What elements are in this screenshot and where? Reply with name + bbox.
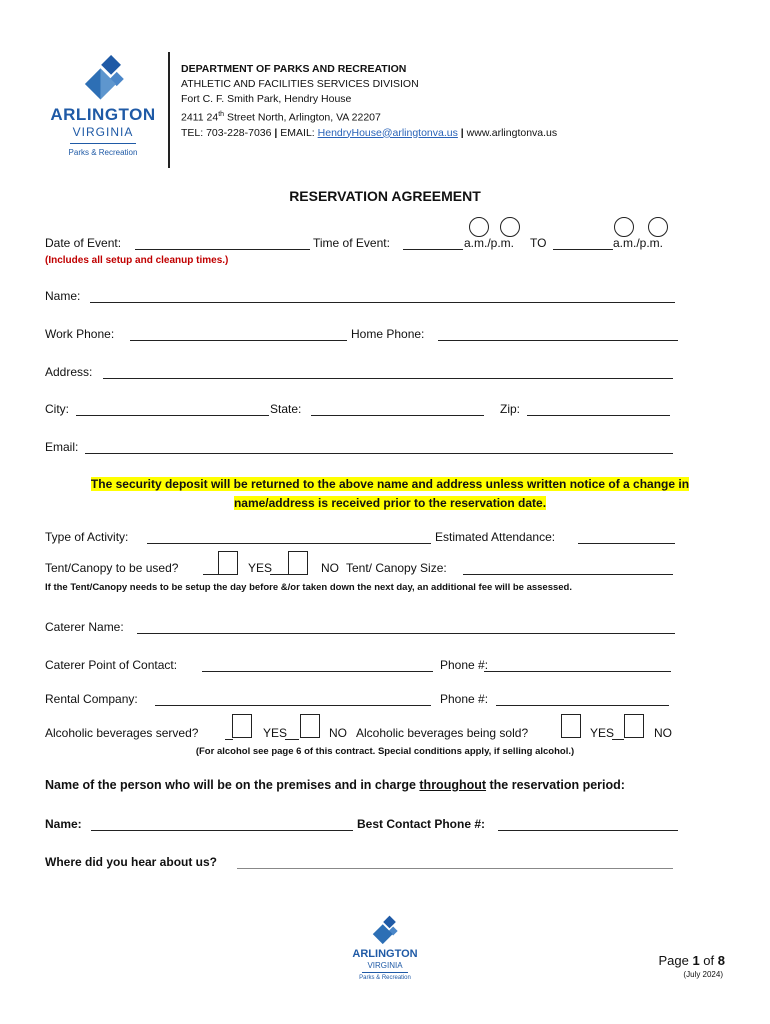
date-label: Date of Event: [45, 236, 122, 250]
tent-yes-line [203, 574, 218, 575]
caterer-phone-label: Phone #: [440, 658, 489, 672]
rental-phone-field[interactable] [496, 705, 669, 706]
zip-field[interactable] [527, 415, 670, 416]
caterer-contact-label: Caterer Point of Contact: [45, 658, 178, 672]
served-no-line [285, 739, 299, 740]
email-label: Email: [45, 440, 79, 454]
name-field[interactable] [90, 302, 675, 303]
revision-date: (July 2024) [683, 970, 723, 979]
footer-logo-sub: VIRGINIA [367, 961, 403, 970]
header-logo [44, 55, 164, 165]
alcohol-served-label: Alcoholic beverages served? [45, 726, 199, 740]
caterer-field[interactable] [137, 633, 675, 634]
logo-name: ARLINGTON [50, 105, 156, 124]
dept-name: DEPARTMENT OF PARKS AND RECREATION [181, 63, 407, 75]
division-name: ATHLETIC AND FACILITIES SERVICES DIVISION [181, 78, 419, 90]
venue-name: Fort C. F. Smith Park, Hendry House [181, 93, 352, 105]
alcohol-served-no-checkbox[interactable] [300, 714, 320, 738]
state-label: State: [270, 402, 302, 416]
alcohol-note: (For alcohol see page 6 of this contract. Special conditions apply, if selling alcohol.) [195, 746, 575, 757]
setup-note: (Includes all setup and cleanup times.) [45, 255, 229, 266]
footer-logo-name: ARLINGTON [352, 948, 418, 960]
served-yes-line [225, 739, 233, 740]
venue-address: 2411 24th Street North, Arlington, VA 22207 [181, 111, 381, 124]
best-phone-label: Best Contact Phone #: [357, 817, 486, 831]
tent-label: Tent/Canopy to be used? [45, 561, 179, 575]
contact-name-label: Name: [45, 817, 82, 831]
work-phone-label: Work Phone: [45, 327, 115, 341]
header-info [181, 62, 557, 141]
in-charge-heading: Name of the person who will be on the premises and in charge throughout the reservation period: [45, 778, 625, 792]
tent-yes-checkbox[interactable] [218, 551, 238, 575]
start-time-field[interactable] [403, 249, 463, 250]
sold-no-line [612, 739, 624, 740]
tel-text: TEL: 703-228-7036 [181, 126, 272, 139]
rental-phone-label: Phone #: [440, 692, 489, 706]
tent-size-label: Tent/ Canopy Size: [346, 561, 447, 575]
arlington-logo-icon [369, 915, 401, 947]
work-phone-field[interactable] [130, 340, 347, 341]
logo-dept: Parks & Recreation [68, 148, 138, 157]
name-label: Name: [45, 289, 81, 303]
tent-no-line [270, 574, 288, 575]
activity-field[interactable] [147, 543, 431, 544]
start-ampm-label: a.m./p.m. [464, 236, 515, 250]
rental-field[interactable] [155, 705, 431, 706]
alcohol-sold-yes-checkbox[interactable] [561, 714, 581, 738]
zip-label: Zip: [500, 402, 521, 416]
footer-logo-dept: Parks & Recreation [359, 975, 411, 981]
contact-name-field[interactable] [91, 830, 353, 831]
deposit-notice: The security deposit will be returned to the above name and address unless written notice of a change in name/address is received prior to the reservation date. [90, 477, 690, 510]
contact-line: TEL: 703-228-7036 | EMAIL: HendryHouse@arlingtonva.us | www.arlingtonva.us [181, 126, 558, 139]
served-yes-label: YES [263, 726, 288, 740]
tent-size-field[interactable] [463, 574, 673, 575]
caterer-phone-field[interactable] [484, 671, 671, 672]
city-label: City: [45, 402, 69, 416]
attendance-label: Estimated Attendance: [435, 530, 556, 544]
city-field[interactable] [76, 415, 269, 416]
to-label: TO [530, 236, 547, 250]
tent-no-label: NO [321, 561, 339, 575]
caterer-label: Caterer Name: [45, 620, 124, 634]
alcohol-sold-no-checkbox[interactable] [624, 714, 644, 738]
caterer-contact-field[interactable] [202, 671, 433, 672]
attendance-field[interactable] [578, 543, 675, 544]
end-pm-radio[interactable] [648, 217, 668, 237]
hear-about-label: Where did you hear about us? [45, 855, 218, 869]
footer-logo-divider [362, 972, 408, 973]
alcohol-served-yes-checkbox[interactable] [232, 714, 252, 738]
served-no-label: NO [329, 726, 347, 740]
header-divider [168, 52, 170, 168]
email-link[interactable]: HendryHouse@arlingtonva.us [317, 126, 458, 139]
time-label: Time of Event: [313, 236, 390, 250]
end-ampm-label: a.m./p.m. [613, 236, 664, 250]
email-field[interactable] [85, 453, 673, 454]
start-pm-radio[interactable] [500, 217, 520, 237]
sold-no-label: NO [654, 726, 672, 740]
rental-label: Rental Company: [45, 692, 138, 706]
logo-sub: VIRGINIA [72, 125, 134, 139]
end-time-field[interactable] [553, 249, 613, 250]
home-phone-field[interactable] [438, 340, 678, 341]
website-link[interactable]: www.arlingtonva.us [466, 126, 558, 139]
end-am-radio[interactable] [614, 217, 634, 237]
date-field[interactable] [135, 249, 310, 250]
page-number: Page 1 of 8 [658, 953, 725, 968]
address-label: Address: [45, 365, 93, 379]
best-phone-field[interactable] [498, 830, 678, 831]
tent-note: If the Tent/Canopy needs to be setup the day before &/or taken down the next day, an additional fee will be assessed. [45, 582, 573, 593]
start-am-radio[interactable] [469, 217, 489, 237]
tent-yes-label: YES [248, 561, 273, 575]
address-field[interactable] [103, 378, 673, 379]
footer-logo [340, 915, 430, 985]
tent-no-checkbox[interactable] [288, 551, 308, 575]
alcohol-sold-label: Alcoholic beverages being sold? [356, 726, 529, 740]
state-field[interactable] [311, 415, 484, 416]
logo-divider [70, 143, 136, 144]
activity-label: Type of Activity: [45, 530, 129, 544]
form-title: RESERVATION AGREEMENT [289, 188, 481, 204]
hear-about-field[interactable] [237, 868, 673, 869]
home-phone-label: Home Phone: [351, 327, 425, 341]
arlington-logo-icon [79, 55, 129, 103]
sold-yes-label: YES [590, 726, 615, 740]
